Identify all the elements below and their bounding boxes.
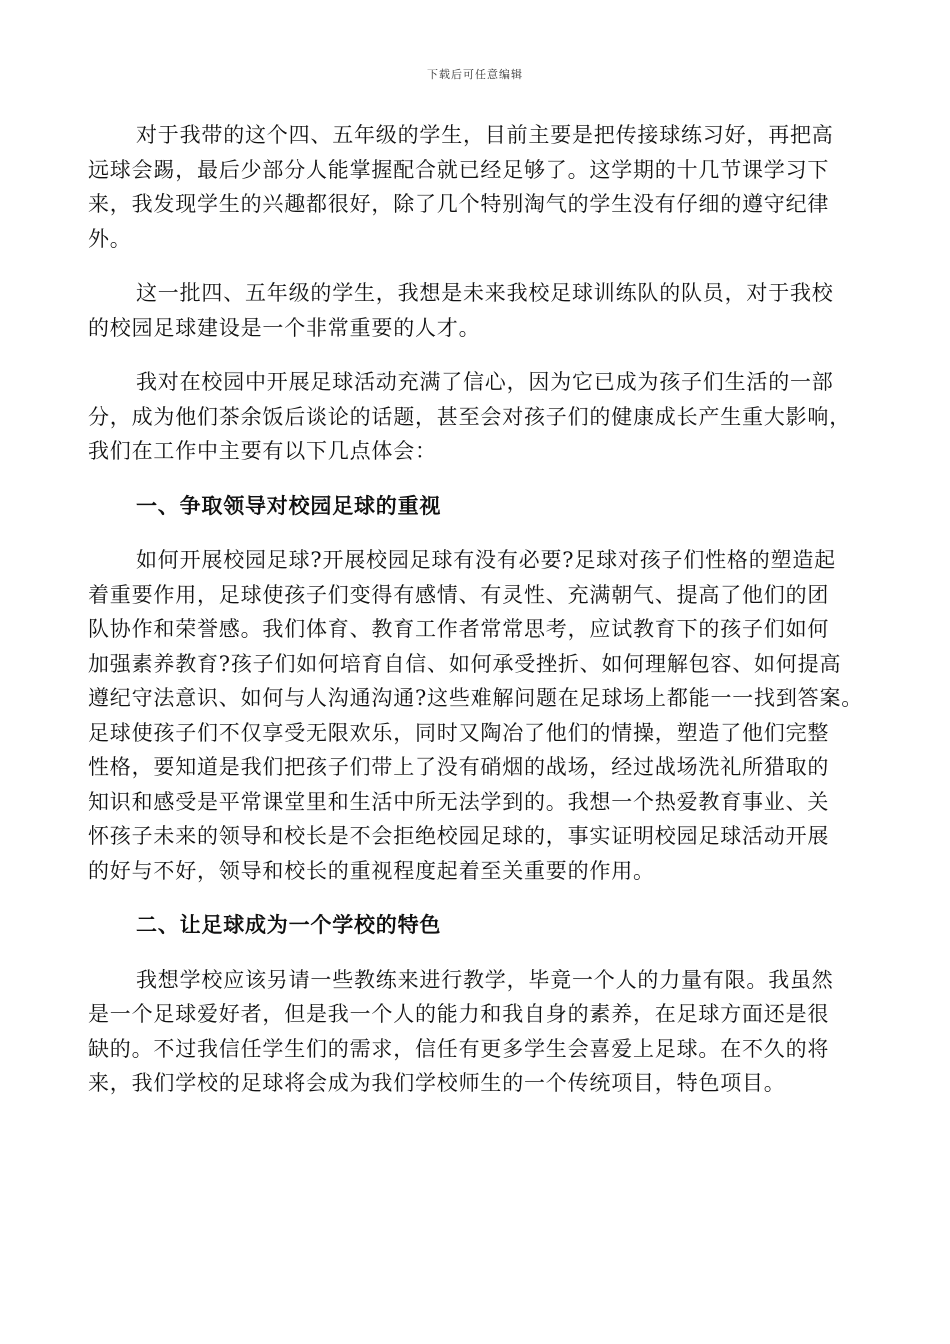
paragraph-line: 我想学校应该另请一些教练来进行教学，毕竟一个人的力量有限。我虽然 [136,967,834,992]
header-note: 下载后可任意编辑 [427,68,523,81]
paragraph-line: 我对在校园中开展足球活动充满了信心，因为它已成为孩子们生活的一部 [136,370,834,394]
paragraph-line: 如何开展校园足球?开展校园足球有没有必要?足球对孩子们性格的塑造起 [136,548,836,572]
paragraph-4 [88,543,864,888]
paragraph-line: 分，成为他们茶余饭后谈论的话题，甚至会对孩子们的健康成长产生重大影响， [88,404,851,429]
paragraph-line: 这一批四、五年级的学生，我想是未来我校足球训练队的队员，对于我校 [136,281,834,305]
paragraph-line: 着重要作用，足球使孩子们变得有感情、有灵性、充满朝气、提高了他们的团 [88,582,830,607]
paragraph-line: 性格，要知道是我们把孩子们带上了没有硝烟的战场，经过战场洗礼所猎取的 [88,755,830,779]
paragraph-1 [88,118,856,256]
paragraph-line: 遵纪守法意识、如何与人沟通沟通?这些难解问题在足球场上都能一一找到答案。 [88,686,864,710]
paragraph-line: 远球会踢，最后少部分人能掌握配合就已经足够了。这学期的十几节课学习下 [88,157,830,182]
paragraph-line: 的好与不好，领导和校长的重视程度起着至关重要的作用。 [88,858,655,883]
paragraph-line: 怀孩子未来的领导和校长是不会拒绝校园足球的，事实证明校园足球活动开展 [88,824,830,848]
paragraph-line: 是一个足球爱好者，但是我一个人的能力和我自身的素养，在足球方面还是很 [88,1002,830,1026]
paragraph-line: 加强素养教育?孩子们如何培育自信、如何承受挫折、如何理解包容、如何提高 [88,651,842,676]
document-body [88,118,864,1121]
paragraph-5 [88,963,856,1101]
paragraph-line: 知识和感受是平常课堂里和生活中所无法学到的。我想一个热爱教育事业、关 [88,789,830,814]
paragraph-line: 缺的。不过我信任学生们的需求，信任有更多学生会喜爱上足球。在不久的将 [88,1036,830,1061]
paragraph-line: 外。 [88,226,132,251]
paragraph-line: 来，我发现学生的兴趣都很好，除了几个特别淘气的学生没有仔细的遵守纪律 [88,192,830,216]
paragraph-line: 的校园足球建设是一个非常重要的人才。 [88,315,481,340]
section-heading-2: 二、让足球成为一个学校的特色 [136,912,442,937]
paragraph-line: 足球使孩子们不仅享受无限欢乐，同时又陶冶了他们的情操，塑造了他们完整 [88,720,830,745]
section-heading-1: 一、争取领导对校园足球的重视 [136,492,442,518]
paragraph-line: 我们在工作中主要有以下几点体会： [88,439,437,463]
paragraph-line: 来，我们学校的足球将会成为我们学校师生的一个传统项目，特色项目。 [88,1071,786,1095]
paragraph-line: 队协作和荣誉感。我们体育、教育工作者常常思考，应试教育下的孩子们如何 [88,617,830,641]
paragraph-line: 对于我带的这个四、五年级的学生，目前主要是把传接球练习好，再把高 [136,123,834,147]
paragraph-3 [88,365,856,469]
paragraph-2 [88,276,856,345]
